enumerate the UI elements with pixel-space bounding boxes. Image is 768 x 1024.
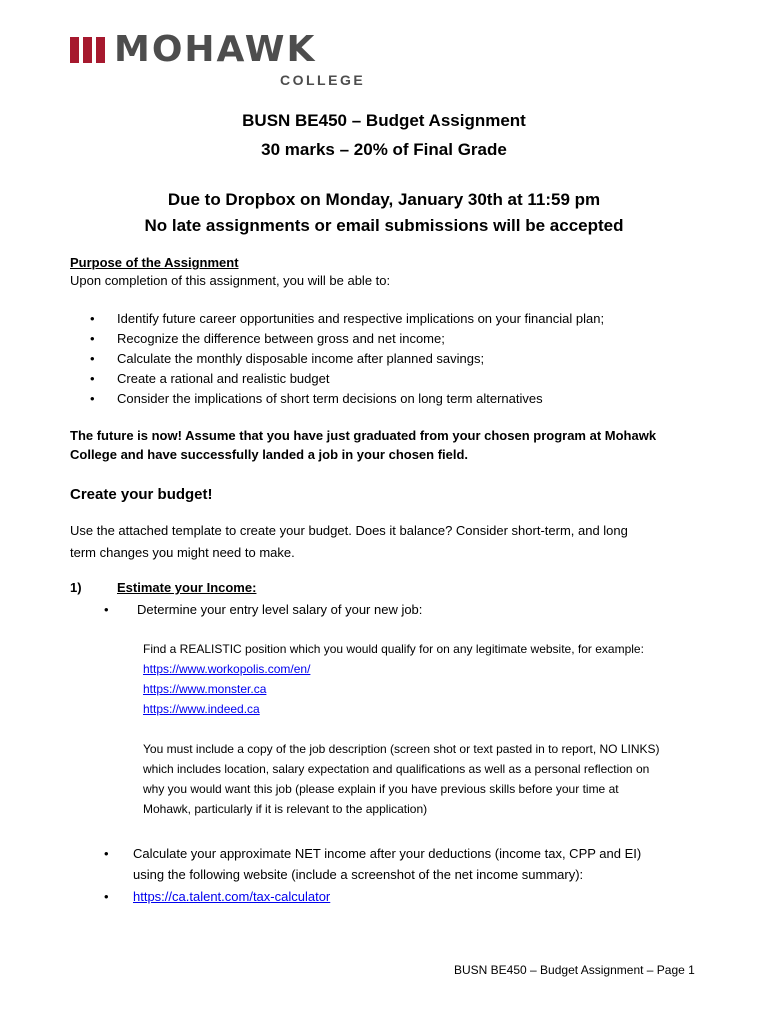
course-title: BUSN BE450 – Budget Assignment [242,111,526,130]
tax-calculator-link[interactable]: https://ca.talent.com/tax-calculator [133,889,331,904]
logo-wordmark: MOHAWK [114,29,317,70]
section-number: 1) [70,580,82,595]
bullet-icon: • [90,311,95,326]
create-line-1: Use the attached template to create your budget. Does it balance? Consider short-term, and long [70,523,628,538]
mohawk-college-logo [70,29,366,90]
bullet-icon: • [104,889,109,904]
net-income-line-1: Calculate your approximate NET income after your deductions (income tax, CPP and EI) [133,846,642,861]
late-policy-line: No late assignments or email submissions will be accepted [144,216,624,235]
logo-subtitle: COLLEGE [280,72,366,88]
include-line-3: why you would want this job (please explain if you have previous skills before your time at [143,782,619,796]
find-position-text: Find a REALISTIC position which you would qualify for on any legitimate website, for example: [143,642,644,656]
bullet-icon: • [90,371,95,386]
future-line-1: The future is now! Assume that you have just graduated from your chosen program at Mohawk [70,428,657,443]
purpose-intro: Upon completion of this assignment, you will be able to: [70,273,391,288]
purpose-item: Consider the implications of short term decisions on long term alternatives [117,391,543,406]
purpose-item: Calculate the monthly disposable income after planned savings; [117,351,485,366]
bullet-icon: • [90,391,95,406]
page-footer: BUSN BE450 – Budget Assignment – Page 1 [454,963,695,977]
marks-line: 30 marks – 20% of Final Grade [261,140,507,159]
purpose-heading: Purpose of the Assignment [70,255,239,270]
monster-link[interactable]: https://www.monster.ca [143,682,267,696]
due-line: Due to Dropbox on Monday, January 30th at 11:59 pm [167,190,601,209]
include-line-4: Mohawk, particularly if it is relevant to the application) [143,802,428,816]
future-line-2: College and have successfully landed a job in your chosen field. [70,447,469,462]
logo-bars-icon [70,37,106,63]
bullet-icon: • [104,602,109,617]
salary-bullet: Determine your entry level salary of your new job: [137,602,423,617]
net-income-line-2: using the following website (include a screenshot of the net income summary): [133,867,584,882]
indeed-link[interactable]: https://www.indeed.ca [143,702,260,716]
purpose-item: Recognize the difference between gross and net income; [117,331,445,346]
workopolis-link[interactable]: https://www.workopolis.com/en/ [143,662,311,676]
bullet-icon: • [104,846,109,861]
bullet-icon: • [90,331,95,346]
create-budget-heading: Create your budget! [70,486,213,503]
purpose-item: Identify future career opportunities and respective implications on your financial plan; [117,311,605,326]
include-line-1: You must include a copy of the job description (screen shot or text pasted in to report, NO LINKS) [143,742,660,756]
bullet-icon: • [90,351,95,366]
include-line-2: which includes location, salary expectation and qualifications as well as a personal reflection on [143,762,650,776]
section-heading: Estimate your Income: [117,580,257,595]
create-line-2: term changes you might need to make. [70,545,295,560]
purpose-item: Create a rational and realistic budget [117,371,330,386]
